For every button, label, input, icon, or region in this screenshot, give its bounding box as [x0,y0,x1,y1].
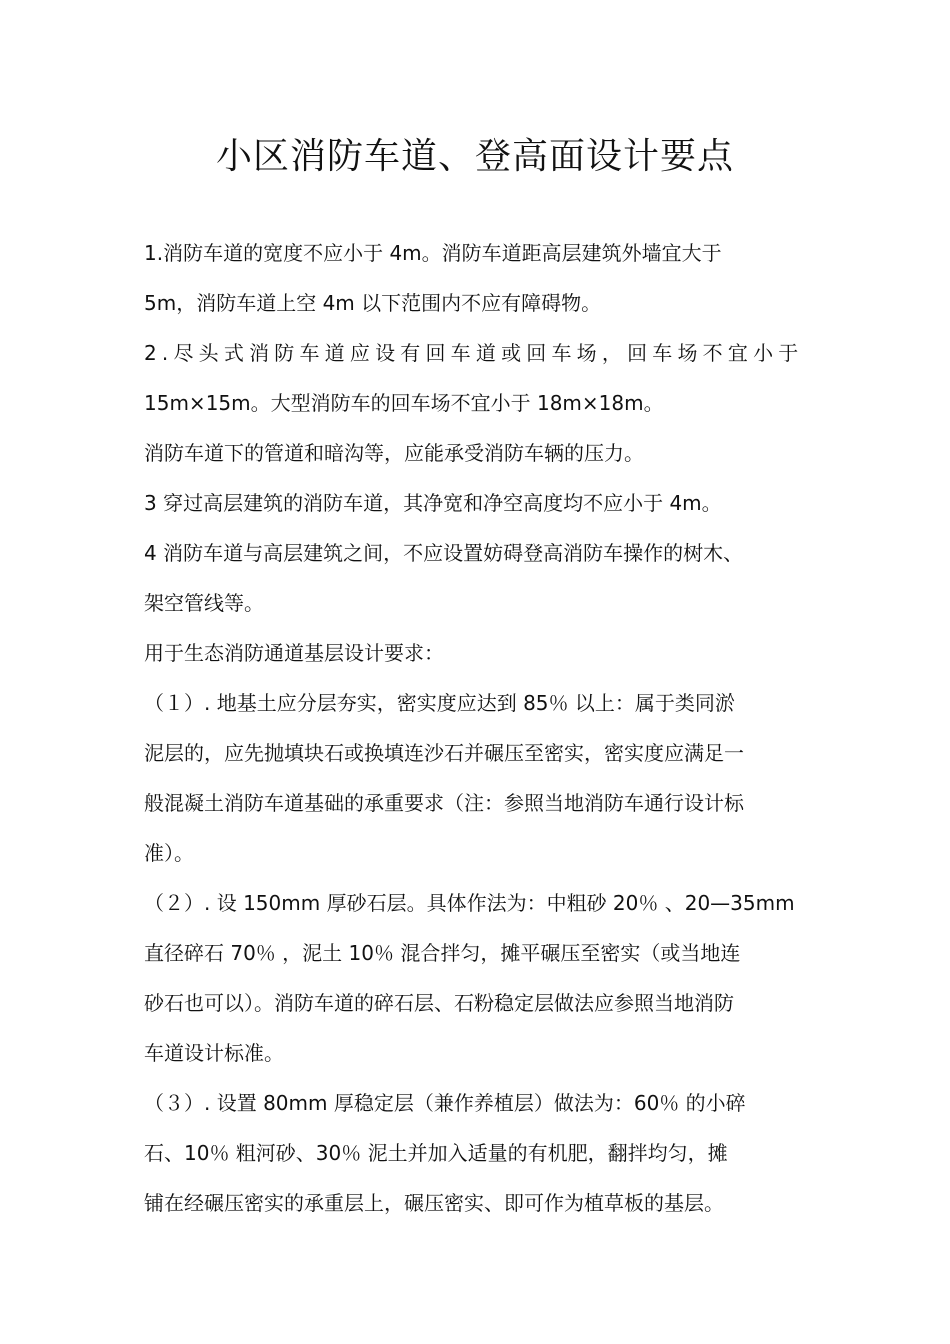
paragraph-line: 4 消防车道与高层建筑之间，不应设置妨碍登高消防车操作的树木、 [144,541,744,565]
paragraph-5 [144,528,808,628]
paragraph-line: 直径碎石 70％ ，泥土 10％ 混合拌匀，摊平碾压至密实（或当地连 [144,941,741,965]
paragraph-line: 5m，消防车道上空 4m 以下范围内不应有障碍物。 [144,291,602,315]
paragraph-9 [144,1078,808,1228]
paragraph-line: （２）. 设 150mm 厚砂石层。具体作法为：中粗砂 20％ 、20—35mm [144,891,795,915]
document-title: 小区消防车道、登高面设计要点 [215,136,734,177]
paragraph-line: 3 穿过高层建筑的消防车道，其净宽和净空高度均不应小于 4m。 [144,491,722,515]
paragraph-2 [144,328,808,428]
paragraph-1 [144,228,808,328]
paragraph-7 [144,678,808,878]
document-body [144,228,808,1228]
paragraph-line: 泥层的，应先抛填块石或换填连沙石并碾压至密实，密实度应满足一 [144,741,744,765]
paragraph-8 [144,878,808,1078]
paragraph-6 [144,628,808,678]
paragraph-3 [144,428,808,478]
paragraph-4 [144,478,808,528]
paragraph-line: 砂石也可以）。消防车道的碎石层、石粉稳定层做法应参照当地消防 [144,991,734,1015]
paragraph-line: （３）. 设置 80mm 厚稳定层（兼作养植层）做法为：60％ 的小碎 [144,1091,746,1115]
paragraph-line: （１）. 地基土应分层夯实，密实度应达到 85％ 以上：属于类同淤 [144,691,735,715]
paragraph-line: 石、10％ 粗河砂、30％ 泥土并加入适量的有机肥，翻拌均匀，摊 [144,1141,728,1165]
paragraph-line: 2.尽头式消防车道应设有回车道或回车场，回车场不宜小于 [144,341,804,365]
paragraph-line: 车道设计标准。 [144,1041,284,1065]
paragraph-line: 般混凝土消防车道基础的承重要求（注：参照当地消防车通行设计标 [144,791,744,815]
paragraph-line: 架空管线等。 [144,591,264,615]
paragraph-line: 1.消防车道的宽度不应小于 4m。消防车道距高层建筑外墙宜大于 [144,241,722,265]
paragraph-line: 消防车道下的管道和暗沟等，应能承受消防车辆的压力。 [144,441,644,465]
paragraph-line: 准）。 [144,841,194,865]
paragraph-line: 铺在经碾压密实的承重层上，碾压密实、即可作为植草板的基层。 [144,1191,724,1215]
paragraph-line: 用于生态消防通道基层设计要求： [144,641,444,665]
paragraph-line: 15m×15m。大型消防车的回车场不宜小于 18m×18m。 [144,391,664,415]
